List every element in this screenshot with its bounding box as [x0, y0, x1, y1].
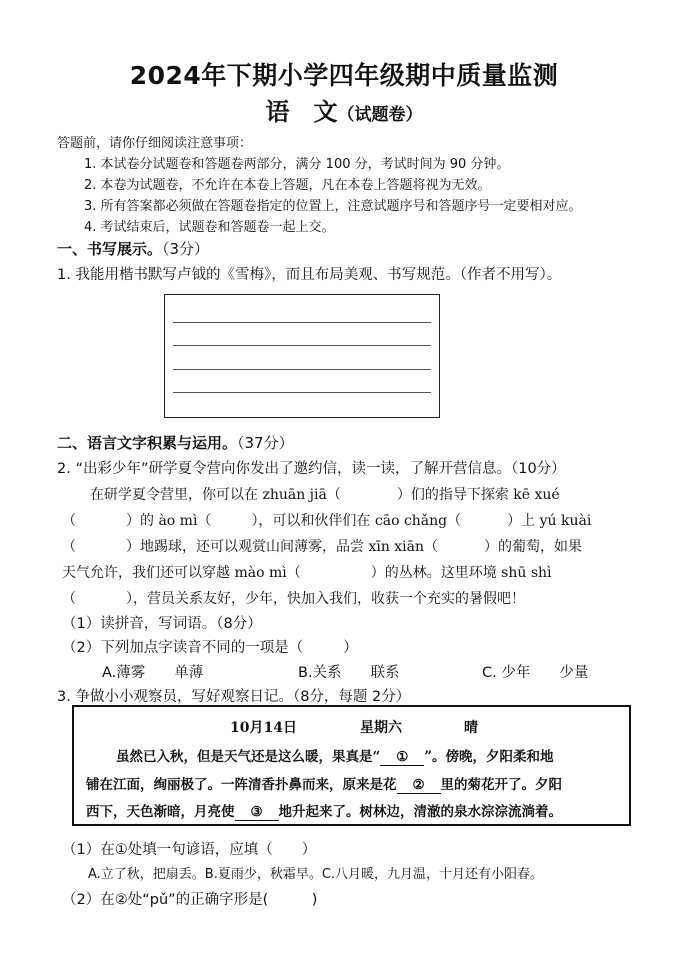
- blank-1[interactable]: ①: [380, 749, 424, 766]
- page-subtitle: [0, 92, 688, 127]
- sub-question-3-1: （1）在①处填一句谚语，应填（ ）: [62, 842, 317, 858]
- passage-line-4: 天气允许，我们还可以穿越 mào mì（ ）的丛林。这里环境 shū shì: [62, 565, 552, 581]
- notice-item-2: 2. 本卷为试题卷，不允许在本卷上答题，凡在本卷上答题将视为无效。: [84, 178, 491, 193]
- diary-weekday: 星期六: [360, 720, 402, 736]
- passage-line-2: （ ）的 ào mì（ ），可以和伙伴们在 cāo chǎng（ ）上 yú kuài: [62, 513, 592, 529]
- blank-2[interactable]: ②: [397, 777, 441, 794]
- paper-type: （试题卷）: [337, 105, 423, 125]
- notice-item-3: 3. 所有答案都必须做在答题卷指定的位置上，注意试题序号和答题序号一定要相对应。: [84, 199, 582, 214]
- option-a: A.薄雾 单薄: [102, 665, 204, 681]
- writing-line: [173, 369, 431, 370]
- question-2: 2. “出彩少年”研学夏令营向你发出了邀约信，读一读，了解开营信息。（10分）: [57, 461, 566, 477]
- diary-line-1: 虽然已入秋，但是天气还是这么暖，果真是“ ① ”。傍晚，夕阳柔和地: [116, 749, 554, 765]
- subject-name: 语 文: [265, 98, 338, 126]
- writing-line: [173, 322, 431, 323]
- diary-box: [72, 705, 631, 826]
- blank-3[interactable]: ③: [235, 804, 279, 821]
- notice-item-4: 4. 考试结束后，试题卷和答题卷一起上交。: [84, 220, 335, 235]
- question-1: 1. 我能用楷书默写卢钺的《雪梅》，而且布局美观、书写规范。（作者不用写）。: [57, 267, 562, 283]
- sub-question-2-2: （2）下列加点字读音不同的一项是（ ）: [62, 640, 358, 656]
- writing-line: [173, 392, 431, 393]
- section1-heading: 一、书写展示。（3分）: [57, 240, 210, 258]
- option-c: C. 少年 少量: [482, 665, 589, 681]
- passage-line-1: 在研学夏令营里，你可以在 zhuān jiā（ ）们的指导下探索 kē xué: [90, 487, 560, 503]
- notice-item-1: 1. 本试卷分试题卷和答题卷两部分，满分 100 分，考试时间为 90 分钟。: [84, 157, 510, 172]
- diary-date: 10月14日: [230, 720, 297, 736]
- notice-heading: 答题前，请你仔细阅读注意事项：: [57, 136, 253, 151]
- section2-heading: 二、语言文字积累与运用。（37分）: [57, 434, 294, 452]
- option-b: B.关系 联系: [298, 665, 400, 681]
- writing-line: [173, 345, 431, 346]
- diary-line-3: 西下，天色渐暗，月亮使 ③ 地升起来了。树林边，清澈的泉水淙淙流淌着。: [86, 804, 562, 820]
- sub-question-2-1: （1）读拼音，写词语。（8分）: [62, 616, 262, 632]
- passage-line-3: （ ）地踢球，还可以观赏山间薄雾，品尝 xīn xiān（ ）的葡萄，如果: [62, 539, 583, 555]
- sub-question-3-2: （2）在②处“pǔ”的正确字形是( ): [62, 892, 318, 908]
- passage-line-5: （ ），营员关系友好，少年，快加入我们，收获一个充实的暑假吧！: [62, 591, 525, 607]
- diary-line-2: 铺在江面，绚丽极了。一阵清香扑鼻而来，原来是花 ② 里的菊花开了。夕阳: [86, 777, 562, 793]
- page-title: 2024年下期小学四年级期中质量监测: [129, 61, 559, 90]
- writing-box[interactable]: [164, 294, 440, 418]
- diary-weather: 晴: [464, 720, 478, 736]
- question-3: 3. 争做小小观察员，写好观察日记。（8分，每题 2分）: [57, 689, 411, 705]
- sub-question-3-1-options: A.立了秋，把扇丢。B.夏雨少，秋霜早。C.八月暖，九月温，十月还有小阳春。: [88, 867, 544, 882]
